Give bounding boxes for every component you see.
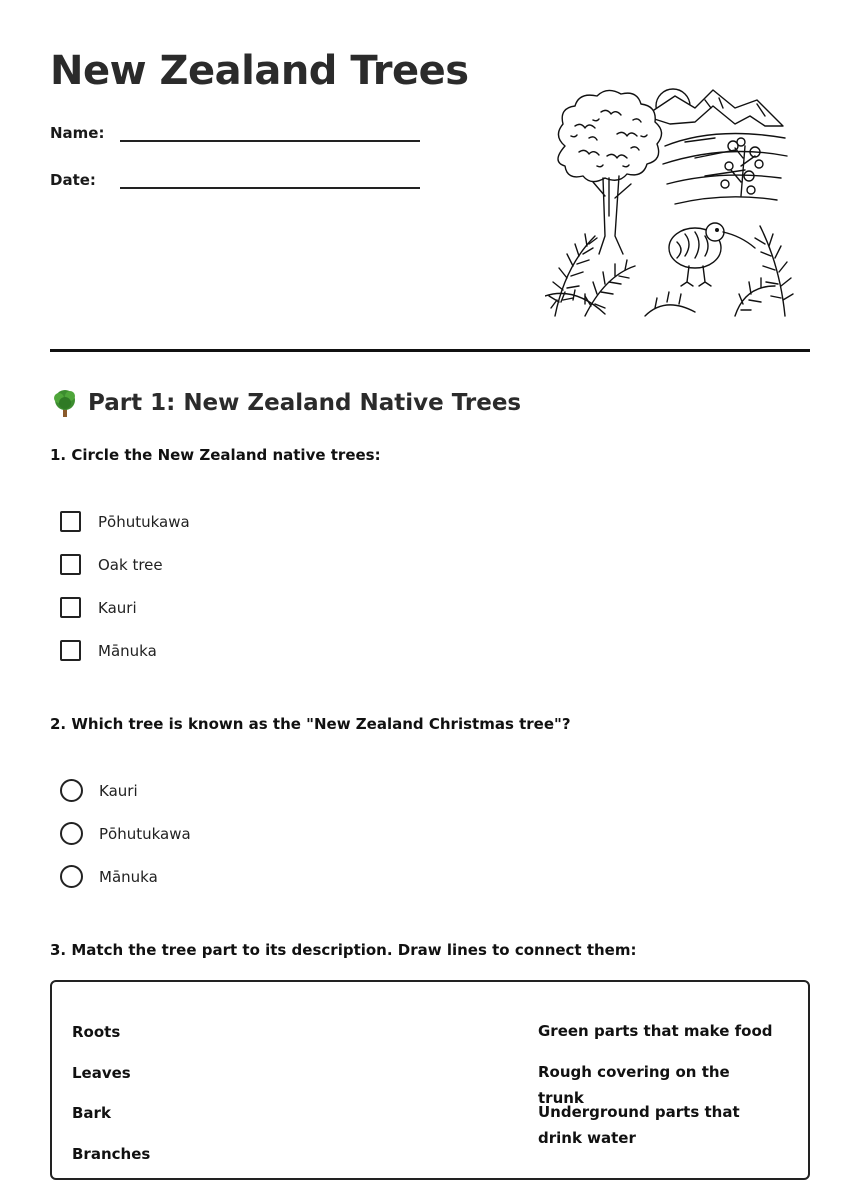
q2-option[interactable]: [60, 779, 138, 802]
tree-part-branches[interactable]: Branches: [72, 1145, 151, 1163]
part-title: [50, 388, 521, 418]
date-line[interactable]: [120, 169, 420, 189]
tree-part-bark[interactable]: Bark: [72, 1104, 111, 1122]
date-field: [50, 169, 420, 189]
checkbox[interactable]: [60, 554, 81, 575]
option-label: Kauri: [98, 598, 137, 617]
description-food[interactable]: Green parts that make food: [538, 1022, 773, 1040]
q1-option[interactable]: [60, 511, 190, 532]
matching-box: [50, 980, 810, 1180]
description-water[interactable]: Underground parts that drink water: [538, 1103, 740, 1147]
radio-button[interactable]: [60, 779, 83, 802]
option-label: Pōhutukawa: [98, 512, 190, 531]
q1-option[interactable]: [60, 597, 137, 618]
tree-icon: [50, 388, 80, 418]
checkbox[interactable]: [60, 640, 81, 661]
part-title-text: Part 1: New Zealand Native Trees: [88, 390, 522, 416]
option-label: Oak tree: [98, 555, 163, 574]
question-2: 2. Which tree is known as the "New Zealand Christmas tree"?: [50, 715, 571, 733]
question-3: 3. Match the tree part to its description. Draw lines to connect them:: [50, 941, 637, 959]
checkbox[interactable]: [60, 511, 81, 532]
checkbox[interactable]: [60, 597, 81, 618]
tree-part-roots[interactable]: Roots: [72, 1023, 121, 1041]
q2-option[interactable]: [60, 865, 158, 888]
name-line[interactable]: [120, 122, 420, 142]
radio-button[interactable]: [60, 822, 83, 845]
q1-option[interactable]: [60, 640, 157, 661]
worksheet-header: [50, 48, 810, 318]
header-divider: [50, 349, 810, 352]
page-title: New Zealand Trees: [50, 48, 469, 94]
option-label: Mānuka: [99, 867, 158, 886]
option-label: Kauri: [99, 781, 138, 800]
description-trunk[interactable]: Rough covering on the trunk: [538, 1063, 730, 1107]
q2-option[interactable]: [60, 822, 191, 845]
name-label: Name:: [50, 124, 105, 142]
option-label: Pōhutukawa: [99, 824, 191, 843]
q1-option[interactable]: [60, 554, 163, 575]
tree-part-leaves[interactable]: Leaves: [72, 1064, 131, 1082]
option-label: Mānuka: [98, 641, 157, 660]
radio-button[interactable]: [60, 865, 83, 888]
nz-landscape-illustration: [545, 86, 795, 318]
question-1: 1. Circle the New Zealand native trees:: [50, 446, 381, 464]
date-label: Date:: [50, 171, 96, 189]
name-field: [50, 122, 420, 142]
